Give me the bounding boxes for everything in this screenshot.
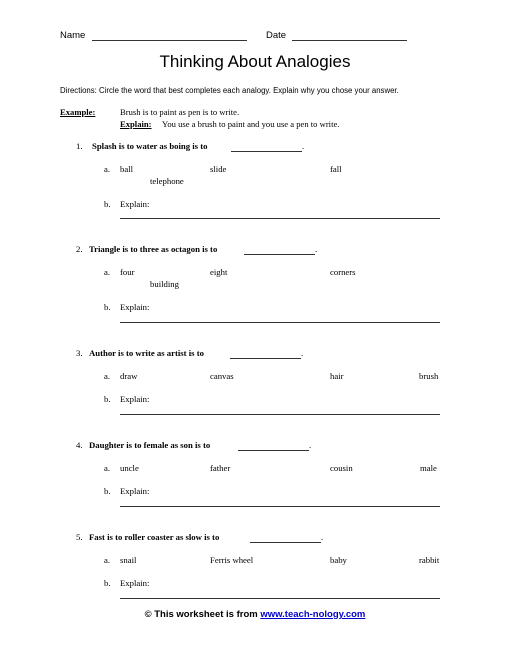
option-choice[interactable]: telephone [150,176,184,186]
question-prompt: Triangle is to three as octagon is to [89,244,218,254]
question-prompt: Daughter is to female as son is to [89,440,211,450]
option-choice[interactable]: draw [120,371,138,381]
answer-blank[interactable] [231,151,302,152]
example-label: Example: [60,107,96,117]
answer-blank[interactable] [250,542,321,543]
footer-credit [0,609,510,620]
explain-label: Explain: [120,394,150,404]
option-choice[interactable]: building [150,279,179,289]
option-choice[interactable]: cousin [330,463,353,473]
option-choice[interactable]: rabbit [419,555,440,565]
example-sentence: Brush is to paint as pen is to write. [120,107,240,117]
question-number: 4. [76,440,83,450]
option-choice[interactable]: Ferris wheel [210,555,254,565]
option-choice[interactable]: male [420,463,437,473]
explain-letter: b. [104,486,111,496]
option-choice[interactable]: fall [330,164,342,174]
explain-label: Explain: [120,302,150,312]
explain-answer-line[interactable] [120,506,440,507]
option-choice[interactable]: brush [419,371,439,381]
name-label: Name [60,30,86,41]
option-letter: a. [104,267,111,277]
option-letter: a. [104,555,111,565]
period: . [309,440,312,450]
question-number: 2. [76,244,83,254]
explain-answer-line[interactable] [120,598,440,599]
option-choice[interactable]: baby [330,555,347,565]
period: . [321,532,324,542]
option-letter: a. [104,371,111,381]
answer-blank[interactable] [230,358,301,359]
period: . [315,244,318,254]
option-letter: a. [104,463,111,473]
option-choice[interactable]: slide [210,164,227,174]
explain-letter: b. [104,578,111,588]
example-explanation: You use a brush to paint and you use a pen to write. [162,119,340,129]
answer-blank[interactable] [238,450,309,451]
option-choice[interactable]: four [120,267,135,277]
answer-blank[interactable] [244,254,315,255]
question-prompt: Fast is to roller coaster as slow is to [89,532,220,542]
explain-answer-line[interactable] [120,218,440,219]
explain-letter: b. [104,199,111,209]
directions-text: Directions: Circle the word that best completes each analogy. Explain why you chose your answer. [60,86,399,95]
option-choice[interactable]: hair [330,371,344,381]
footer-link[interactable]: www.teach-nology.com [260,609,366,620]
period: . [301,348,304,358]
question-prompt: Author is to write as artist is to [89,348,204,358]
page-title: Thinking About Analogies [159,52,351,71]
option-choice[interactable]: father [210,463,231,473]
explain-answer-line[interactable] [120,414,440,415]
option-choice[interactable]: corners [330,267,356,277]
date-field[interactable] [292,40,407,41]
name-field[interactable] [92,40,247,41]
explain-letter: b. [104,302,111,312]
explain-answer-line[interactable] [120,322,440,323]
option-choice[interactable]: uncle [120,463,139,473]
example-explain-label: Explain: [120,119,152,129]
footer-prefix: © This worksheet is from [144,609,258,620]
explain-letter: b. [104,394,111,404]
option-choice[interactable]: ball [120,164,134,174]
option-letter: a. [104,164,111,174]
explain-label: Explain: [120,199,150,209]
explain-label: Explain: [120,578,150,588]
question-number: 1. [76,141,83,151]
question-number: 3. [76,348,83,358]
period: . [302,141,305,151]
option-choice[interactable]: snail [120,555,137,565]
question-prompt: Splash is to water as boing is to [92,141,208,151]
option-choice[interactable]: eight [210,267,228,277]
question-number: 5. [76,532,83,542]
option-choice[interactable]: canvas [210,371,234,381]
explain-label: Explain: [120,486,150,496]
date-label: Date [266,30,287,41]
